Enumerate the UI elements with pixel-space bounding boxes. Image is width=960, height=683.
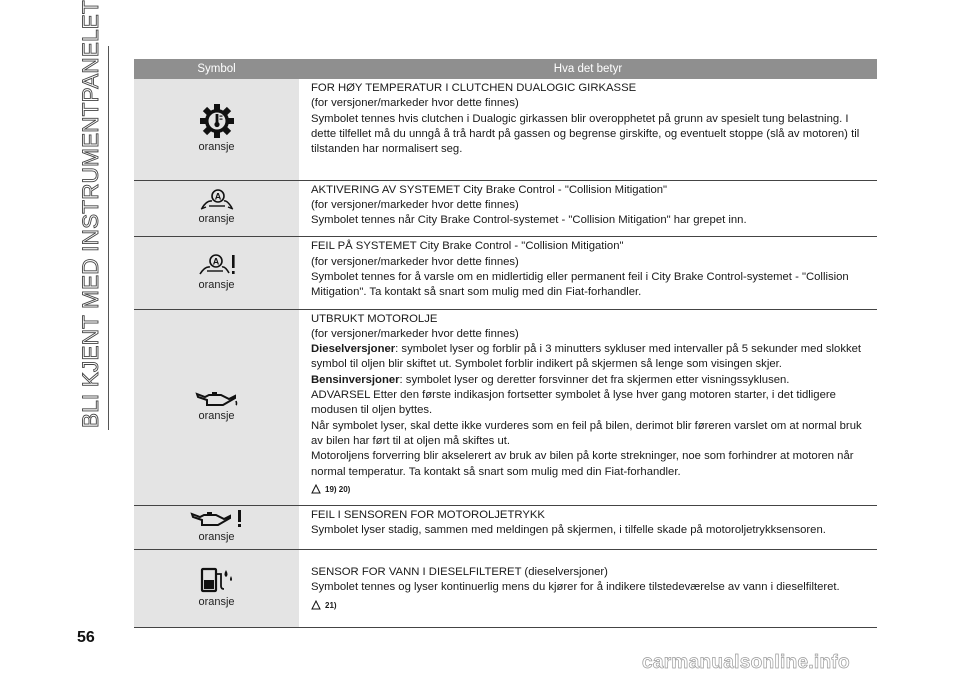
hand-pointer-icon [311,600,321,610]
symbol-cell [134,79,299,180]
color-caption: oransje [198,596,235,609]
side-rule [108,46,109,430]
table-row [134,237,877,309]
color-caption: oransje [198,531,235,544]
petrol-paragraph [311,373,873,388]
description-text: Når symbolet lyser, skal dette ikke vurderes som en feil på bilen, derimot blir føreren varslet om at normal bruk av bilen har ført til at oljen må skiftes ut. [311,419,862,447]
symbol-cell [134,550,299,628]
color-caption: oransje [198,410,235,423]
warning-title: AKTIVERING AV SYSTEMET City Brake Control - "Collision Mitigation" [311,183,668,196]
oil-can-icon [195,390,239,408]
description-cell [299,79,877,180]
availability-note: (for versjoner/markeder hvor dette finnes) [311,327,519,340]
side-section-title: BLI KJENT MED INSTRUMENTPANELET [78,0,103,428]
watermark: carmanualsonline.info [642,652,850,673]
table-row [134,79,877,180]
description-text: Symbolet tennes når City Brake Control-systemet - "Collision Mitigation" har grepet inn. [311,214,747,227]
warning-paragraph: ADVARSEL Etter den første indikasjon fortsetter symbolet å lyse hver gang motoren starter, i det tidligere modusen til oljen byttes. [311,389,836,417]
description-text: Motoroljens forverring blir akselerert av bruk av bilen på korte strekninger, noe som forhindrer at motoren når normal temperatur. Ta kontakt så snart som mulig med din Fiat-forhandler. [311,450,854,478]
reference-notes [311,598,873,613]
svg-text:A: A [214,191,221,202]
symbol-cell [134,180,299,237]
description-cell [299,550,877,628]
collision-mitigation-icon [197,189,237,211]
warning-title: UTBRUKT MOTOROLJE [311,312,438,325]
warning-title: FEIL I SENSOREN FOR MOTOROLJETRYKK [311,509,545,522]
symbol-cell [134,506,299,550]
symbol-table [134,59,877,628]
header-symbol: Symbol [134,59,299,79]
table-row [134,309,877,506]
availability-note: (for versjoner/markeder hvor dette finnes) [311,198,519,211]
color-caption: oransje [198,213,235,226]
symbol-cell [134,309,299,506]
reference-numbers: 21) [325,600,337,610]
collision-mitigation-failure-icon [197,253,237,277]
gear-temperature-icon [199,103,235,139]
warning-title: SENSOR FOR VANN I DIESELFILTERET (dieselversjoner) [311,566,608,579]
color-caption: oransje [198,278,235,291]
oil-sensor-failure-icon [190,509,244,529]
description-text: Symbolet lyser stadig, sammen med meldingen på skjermen, i tilfelle skade på motoroljetrykksensoren. [311,524,826,537]
table-row [134,506,877,550]
petrol-text: : symbolet lyser og deretter forsvinner det fra skjermen etter visningssyklusen. [399,373,790,386]
reference-notes [311,482,873,497]
description-text: Symbolet tennes og lyser kontinuerlig mens du kjører for å indikere tilstedeværelse av vann i dieselfilteret. [311,581,840,594]
description-cell [299,237,877,309]
availability-note: (for versjoner/markeder hvor dette finnes) [311,97,519,110]
petrol-label: Bensinversjoner [311,373,400,386]
diesel-text: : symbolet lyser og forblir på i 3 minutters sykluser med intervaller på 5 sekunder med slokket symbol til oljen blir skiftet ut. Symbolet forblir indikert på skjermen så lenge som visingen skjer. [311,343,862,371]
water-in-fuel-icon [199,566,235,594]
header-meaning: Hva det betyr [299,59,877,79]
diesel-label: Dieselversjoner [311,343,396,356]
color-caption: oransje [198,141,235,154]
description-cell [299,506,877,550]
page-number: 56 [77,629,95,646]
description-text: Symbolet tennes hvis clutchen i Dualogic girkassen blir overopphetet på grunn av spesielt tung belastning. I dette tilfellet må du unngå å trå hardt på gassen og begrense girskifte, og eventuelt stoppe (slå av motoren) til tilstanden har normalisert seg. [311,112,860,156]
hand-pointer-icon [311,484,321,494]
table-row [134,180,877,237]
availability-note: (for versjoner/markeder hvor dette finnes) [311,255,519,268]
description-cell [299,309,877,506]
symbol-cell [134,237,299,309]
description-cell [299,180,877,237]
warning-title: FEIL PÅ SYSTEMET City Brake Control - "Collision Mitigation" [311,240,624,253]
svg-text:A: A [212,256,219,267]
table-row [134,550,877,628]
diesel-paragraph [311,342,873,373]
warning-title: FOR HØY TEMPERATUR I CLUTCHEN DUALOGIC GIRKASSE [311,82,637,94]
description-text: Symbolet tennes for å varsle om en midlertidig eller permanent feil i City Brake Control-systemet - "Collision Mitigation". Ta kontakt så snart som mulig med din Fiat-forhandler. [311,270,849,299]
reference-numbers: 19) 20) [325,484,351,494]
